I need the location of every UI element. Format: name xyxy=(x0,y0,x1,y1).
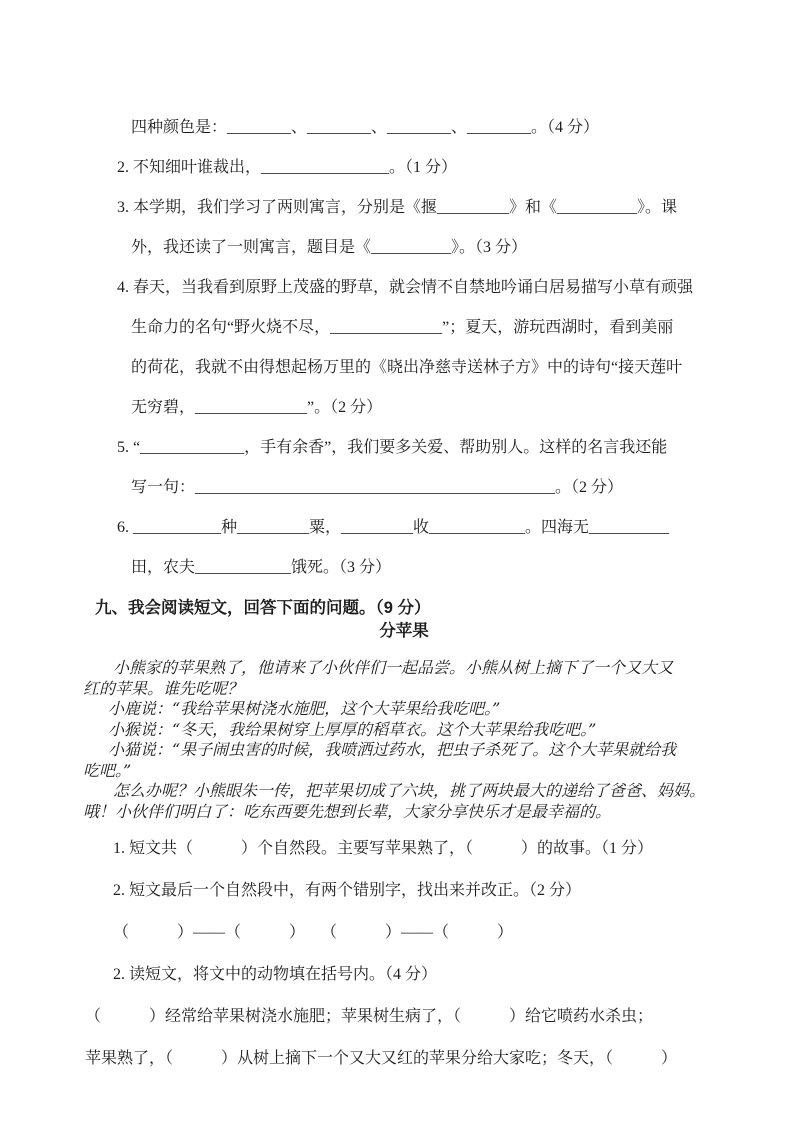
fill-q5-line-2: 写一句：_____________________________________________。（2 分） xyxy=(131,479,624,496)
reading-q3-line: 2. 读短文，将文中的动物填在括号内。（4 分） xyxy=(113,966,438,983)
passage-line: 小猴说：“冬天，我给果树穿上厚厚的稻草衣。这个大苹果给我吃吧。” xyxy=(108,719,597,739)
passage-line: 小熊家的苹果熟了，他请来了小伙伴们一起品尝。小熊从树上摘下了一个又大又 xyxy=(113,658,674,677)
fill-q6-line-1: 6. ___________种_________粟，_________收____________。四海无__________ xyxy=(117,519,670,536)
fill-q3-line-1: 3. 本学期，我们学习了两则寓言，分别是《揠_________》和《__________》。课 xyxy=(117,199,678,216)
passage-line: 吃吧。” xyxy=(83,760,132,780)
passage-title: 分苹果 xyxy=(379,622,429,640)
fill-q4-line-4: 无穷碧，______________”。（2 分） xyxy=(131,399,383,416)
fill-q5-line-1: 5. “_____________，手有余香”，我们要多关爱、帮助别人。这样的名言我还能 xyxy=(117,439,668,456)
fill-q2-line: 2. 不知细叶谁裁出，________________。（1 分） xyxy=(117,159,458,176)
reading-q2-answer-blanks: （ ）——（ ） （ ）——（ ） xyxy=(113,924,514,941)
reading-q3-fill-line-1: （ ）经常给苹果树浇水施肥；苹果树生病了，（ ）给它喷药水杀虫； xyxy=(85,1008,654,1025)
fill-q1-colors-line: 四种颜色是：________、________、________、________。（4 分） xyxy=(131,119,600,136)
reading-passage xyxy=(83,658,717,822)
passage-line: 红的苹果。谁先吃呢？ xyxy=(83,678,244,698)
page-content xyxy=(83,108,713,1080)
section-nine-heading: 九、我会阅读短文，回答下面的问题。（9 分） xyxy=(95,599,431,617)
fill-q4-line-2: 生命力的名句“野火烧不尽，______________”；夏天，游玩西湖时，看到美丽 xyxy=(131,319,674,336)
passage-line: 怎么办呢？小熊眼朱一传，把苹果切成了六块，挑了两块最大的递给了爸爸、妈妈。 xyxy=(113,781,706,800)
passage-line: 哦！小伙伴们明白了：吃东西要先想到长辈，大家分享快乐才是最幸福的。 xyxy=(83,801,612,821)
passage-line: 小鹿说：“我给苹果树浇水施肥，这个大苹果给我吃吧。” xyxy=(108,699,501,718)
reading-q2-line: 2. 短文最后一个自然段中，有两个错别字，找出来并改正。（2 分） xyxy=(113,882,582,899)
reading-q3-fill-line-2: 苹果熟了，（ ）从树上摘下一个又大又红的苹果分给大家吃；冬天，（ ） xyxy=(85,1050,678,1067)
fill-q6-line-2: 田，农夫____________饿死。（3 分） xyxy=(131,559,392,576)
reading-q1-line: 1. 短文共（ ）个自然段。主要写苹果熟了，（ ）的故事。（1 分） xyxy=(113,840,654,857)
fill-q4-line-3: 的荷花，我就不由得想起杨万里的《晓出净慈寺送林子方》中的诗句“接天莲叶 xyxy=(131,359,683,376)
passage-line: 小猫说：“果子闹虫害的时候，我喷洒过药水，把虫子杀死了。这个大苹果就给我 xyxy=(108,740,677,759)
fill-q4-line-1: 4. 春天，当我看到原野上茂盛的野草，就会情不自禁地吟诵白居易描写小草有顽强 xyxy=(117,279,694,296)
fill-q3-line-2: 外，我还读了一则寓言，题目是《__________》。（3 分） xyxy=(131,239,528,256)
reading-questions xyxy=(85,828,713,1080)
